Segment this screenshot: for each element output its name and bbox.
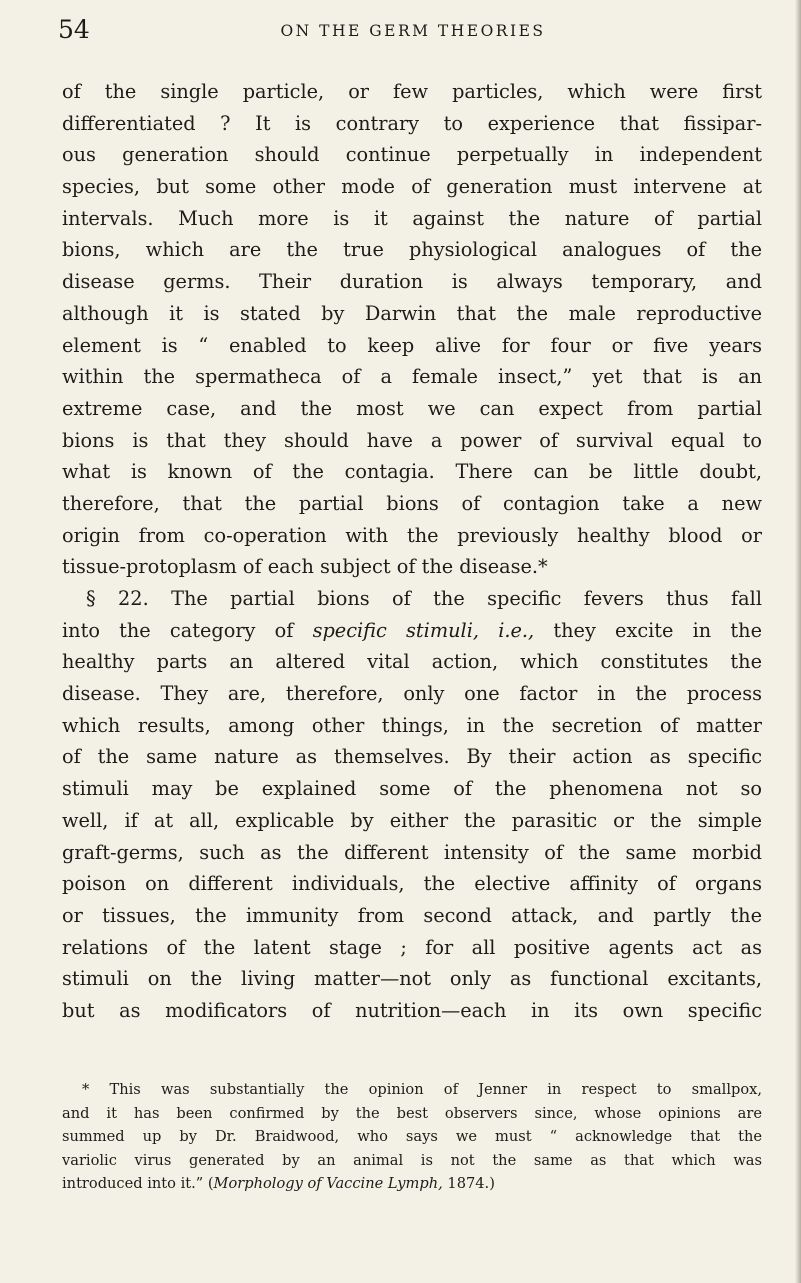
text-run: they excite in the	[534, 618, 762, 642]
footnote-line: summed up by Dr. Braidwood, who says we must “ acknowledge that the	[62, 1128, 762, 1146]
body-line: within the spermatheca of a female insect,” yet that is an	[62, 365, 762, 389]
body-line: poison on different individuals, the elective affinity of organs	[62, 872, 762, 896]
body-line: or tissues, the immunity from second attack, and partly the	[62, 903, 762, 927]
text-run: introduced into it.” (	[62, 1175, 214, 1193]
text-run: 1874.)	[442, 1175, 495, 1193]
body-line: origin from co-operation with the previously healthy blood or	[62, 523, 762, 547]
footnote-line: * This was substantially the opinion of Jenner in respect to smallpox,	[82, 1081, 762, 1098]
body-line: ous generation should continue perpetually in independent	[62, 143, 762, 167]
italic-citation: Morphology of Vaccine Lymph,	[213, 1175, 443, 1193]
body-line: but as modificators of nutrition—each in its own specific	[62, 998, 762, 1022]
body-line: bions, which are the true physiological analogues of the	[62, 238, 762, 262]
body-line: disease. They are, therefore, only one factor in the process	[62, 682, 762, 706]
footnote-line: and it has been confirmed by the best observers since, whose opinions are	[62, 1104, 762, 1122]
footnote-line: variolic virus generated by an animal is not the same as that which was	[62, 1151, 762, 1169]
body-text	[62, 76, 762, 1027]
body-line: although it is stated by Darwin that the male reproductive	[62, 301, 762, 325]
body-line: disease germs. Their duration is always temporary, and	[62, 270, 762, 294]
footnote	[62, 1078, 762, 1196]
body-line: healthy parts an altered vital action, which constitutes the	[62, 650, 762, 674]
section-heading-line: § 22. The partial bions of the specific fevers thus fall	[86, 587, 762, 610]
body-line: of the same nature as themselves. By their action as specific	[62, 745, 762, 769]
body-line: what is known of the contagia. There can be little doubt,	[62, 460, 762, 484]
body-line: tissue-protoplasm of each subject of the disease.*	[62, 555, 548, 579]
body-line: stimuli on the living matter—not only as functional excitants,	[62, 967, 762, 991]
body-line: stimuli may be explained some of the phenomena not so	[62, 777, 762, 801]
body-line: therefore, that the partial bions of contagion take a new	[62, 491, 762, 515]
page-header	[58, 14, 758, 46]
body-line: well, if at all, explicable by either the parasitic or the simple	[62, 808, 762, 832]
page-edge-shadow	[795, 0, 801, 1283]
italic-term: specific stimuli, i.e.,	[312, 618, 535, 642]
running-title: ON THE GERM THEORIES	[280, 22, 546, 40]
body-line: of the single particle, or few particles, which were first	[62, 80, 762, 103]
footnote-line	[62, 1172, 762, 1196]
body-line: graft-germs, such as the different intensity of the same morbid	[62, 840, 762, 864]
page-number: 54	[58, 15, 90, 44]
body-line: differentiated ? It is contrary to experience that fissipar-	[62, 111, 762, 135]
body-line: relations of the latent stage ; for all positive agents act as	[62, 935, 762, 959]
body-line: extreme case, and the most we can expect from partial	[62, 396, 762, 420]
body-line	[62, 615, 762, 647]
body-line: element is “ enabled to keep alive for four or five years	[62, 333, 762, 357]
text-run: into the category of	[62, 618, 313, 642]
body-line: species, but some other mode of generation must intervene at	[62, 175, 762, 199]
body-line: intervals. Much more is it against the nature of partial	[62, 206, 762, 230]
body-line: which results, among other things, in the secretion of matter	[62, 713, 762, 737]
body-line: bions is that they should have a power of survival equal to	[62, 428, 762, 452]
